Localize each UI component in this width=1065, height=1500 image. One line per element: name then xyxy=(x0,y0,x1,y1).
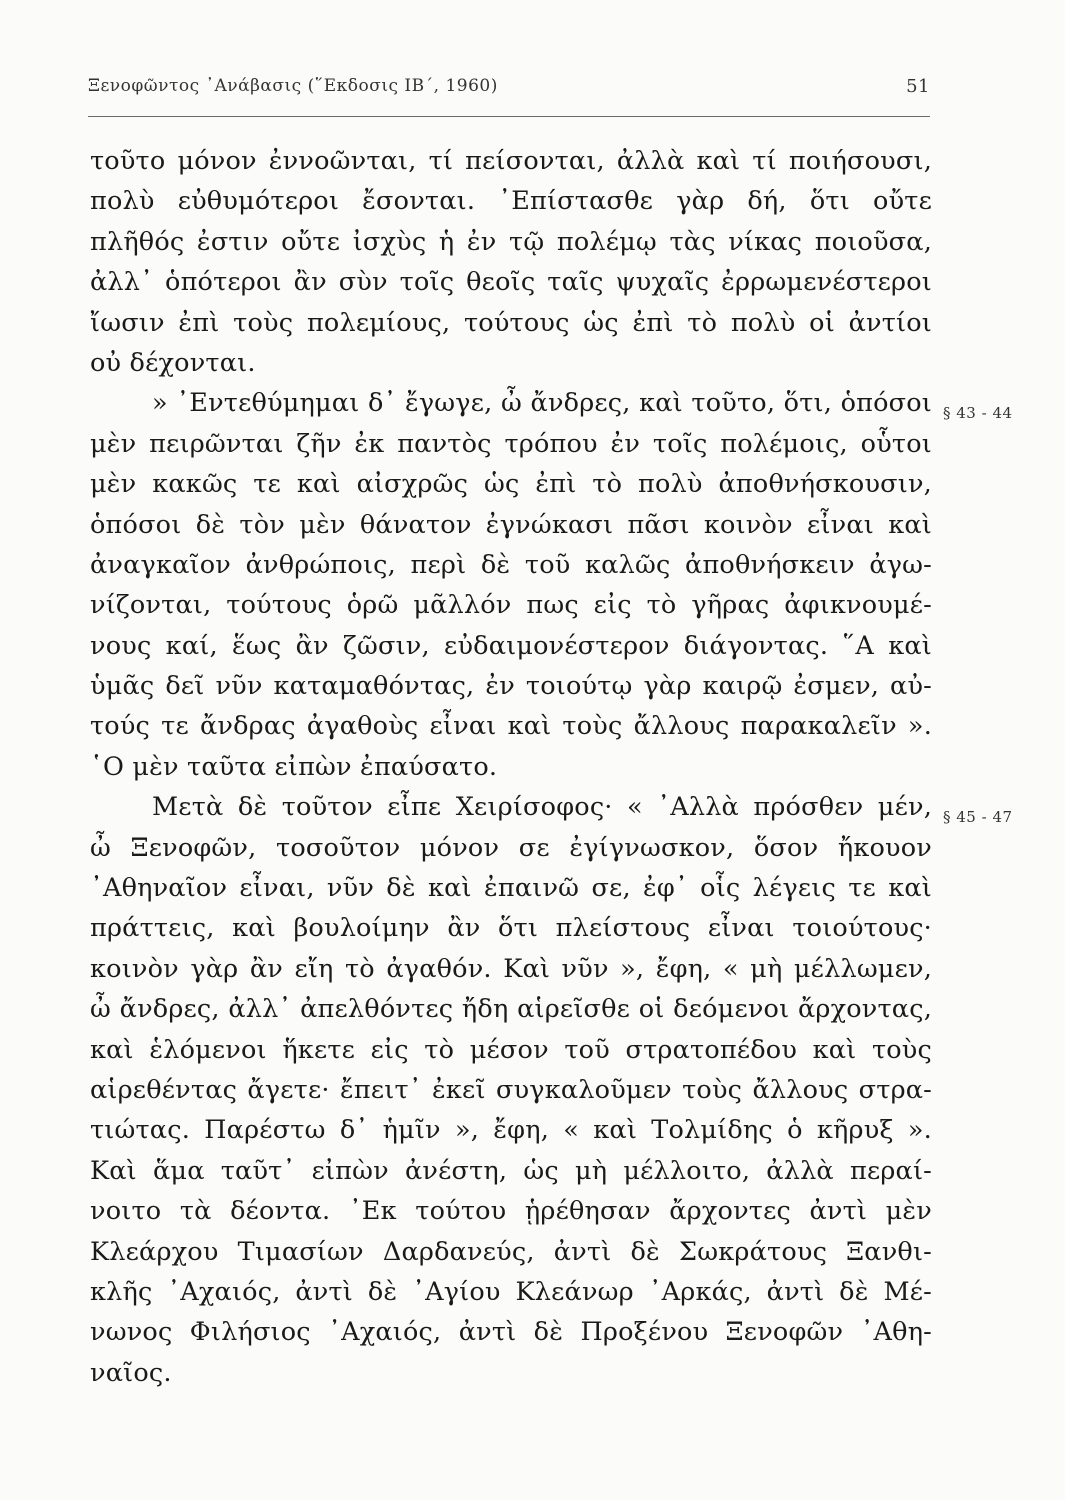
text-line: Καὶ ἅμα ταῦτ᾿ εἰπὼν ἀνέστη, ὡς μὴ μέλλοιτο, ἀλλὰ περαί- xyxy=(90,1155,932,1186)
text-line: ἀναγκαῖον ἀνθρώποις, περὶ δὲ τοῦ καλῶς ἀποθνήσκειν ἀγω- xyxy=(90,549,932,580)
text-line: αἱρεθέντας ἄγετε· ἔπειτ᾿ ἐκεῖ συγκαλοῦμεν τοὺς ἄλλους στρα- xyxy=(90,1074,932,1105)
section-marker: § 45 - 47 xyxy=(943,808,1013,826)
body-text xyxy=(90,141,932,1393)
running-header xyxy=(88,74,930,104)
text-line: τοῦτο μόνον ἐννοῶνται, τί πείσονται, ἀλλὰ καὶ τί ποιήσουσι, xyxy=(90,146,932,176)
section-marker: § 43 - 44 xyxy=(943,404,1013,422)
running-title: Ξενοφῶντος ᾿Ανάβασις (῞Εκδοσις ΙΒ΄, 1960) xyxy=(88,76,498,96)
text-line: ὦ Ξενοφῶν, τοσοῦτον μόνον σε ἐγίγνωσκον, ὅσον ἤκουον xyxy=(90,832,932,863)
header-rule xyxy=(88,116,930,117)
text-line: πολὺ εὐθυμότεροι ἔσονται. ᾿Επίστασθε γὰρ δή, ὅτι οὔτε xyxy=(90,186,932,217)
page-number: 51 xyxy=(906,76,930,97)
text-line: ὦ ἄνδρες, ἀλλ᾿ ἀπελθόντες ἤδη αἱρεῖσθε οἱ δεόμενοι ἄρχοντας, xyxy=(90,994,932,1025)
text-line: ὑμᾶς δεῖ νῦν καταμαθόντας, ἐν τοιούτῳ γὰρ καιρῷ ἐσμεν, αὐ- xyxy=(90,671,932,702)
text-line: Κλεάρχου Τιμασίων Δαρδανεύς, ἀντὶ δὲ Σωκράτους Ξανθι- xyxy=(90,1236,932,1267)
text-line: Μετὰ δὲ τοῦτον εἶπε Χειρίσοφος· « ᾿Αλλὰ πρόσθεν μέν, xyxy=(152,792,932,823)
text-line: ᾿Αθηναῖον εἶναι, νῦν δὲ καὶ ἐπαινῶ σε, ἐφ᾿ οἷς λέγεις τε καὶ xyxy=(90,873,932,904)
text-line: ὁπόσοι δὲ τὸν μὲν θάνατον ἐγνώκασι πᾶσι κοινὸν εἶναι καὶ xyxy=(90,509,932,540)
text-line: καὶ ἑλόμενοι ἥκετε εἰς τὸ μέσον τοῦ στρατοπέδου καὶ τοὺς xyxy=(90,1034,932,1065)
text-line: τούς τε ἄνδρας ἀγαθοὺς εἶναι καὶ τοὺς ἄλλους παρακαλεῖν ». xyxy=(90,711,932,742)
text-line: ῾Ο μὲν ταῦτα εἰπὼν ἐπαύσατο. xyxy=(90,751,498,782)
text-line: ἴωσιν ἐπὶ τοὺς πολεμίους, τούτους ὡς ἐπὶ τὸ πολὺ οἱ ἀντίοι xyxy=(90,307,932,338)
text-line: νους καί, ἕως ἂν ζῶσιν, εὐδαιμονέστερον διάγοντας. ῞Α καὶ xyxy=(90,630,932,661)
text-line: οὐ δέχονται. xyxy=(90,347,256,378)
text-line: πλῆθός ἐστιν οὔτε ἰσχὺς ἡ ἐν τῷ πολέμῳ τὰς νίκας ποιοῦσα, xyxy=(90,226,932,257)
text-line: ἀλλ᾿ ὁπότεροι ἂν σὺν τοῖς θεοῖς ταῖς ψυχαῖς ἐρρωμενέστεροι xyxy=(90,267,932,298)
text-line: νοιτο τὰ δέοντα. ᾿Εκ τούτου ᾑρέθησαν ἄρχοντες ἀντὶ μὲν xyxy=(90,1196,932,1227)
text-line: κοινὸν γὰρ ἂν εἴη τὸ ἀγαθόν. Καὶ νῦν », ἔφη, « μὴ μέλλωμεν, xyxy=(90,953,932,984)
text-line: πράττεις, καὶ βουλοίμην ἂν ὅτι πλείστους εἶναι τοιούτους· xyxy=(90,913,932,944)
text-line: τιώτας. Παρέστω δ᾿ ἡμῖν », ἔφη, « καὶ Τολμίδης ὁ κῆρυξ ». xyxy=(90,1115,932,1146)
text-line: νωνος Φιλήσιος ᾿Αχαιός, ἀντὶ δὲ Προξένου Ξενοφῶν ᾿Αθη- xyxy=(90,1317,932,1348)
text-line: μὲν πειρῶνται ζῆν ἐκ παντὸς τρόπου ἐν τοῖς πολέμοις, οὗτοι xyxy=(90,428,932,459)
text-line: » ᾿Εντεθύμημαι δ᾿ ἔγωγε, ὦ ἄνδρες, καὶ τοῦτο, ὅτι, ὁπόσοι xyxy=(152,388,932,419)
text-line: κλῆς ᾿Αχαιός, ἀντὶ δὲ ᾿Αγίου Κλεάνωρ ᾿Αρκάς, ἀντὶ δὲ Μέ- xyxy=(90,1276,932,1307)
text-line: νίζονται, τούτους ὁρῶ μᾶλλόν πως εἰς τὸ γῆρας ἀφικνουμέ- xyxy=(90,590,932,621)
text-line: ναῖος. xyxy=(90,1357,172,1388)
text-line: μὲν κακῶς τε καὶ αἰσχρῶς ὡς ἐπὶ τὸ πολὺ ἀποθνήσκουσιν, xyxy=(90,469,932,500)
